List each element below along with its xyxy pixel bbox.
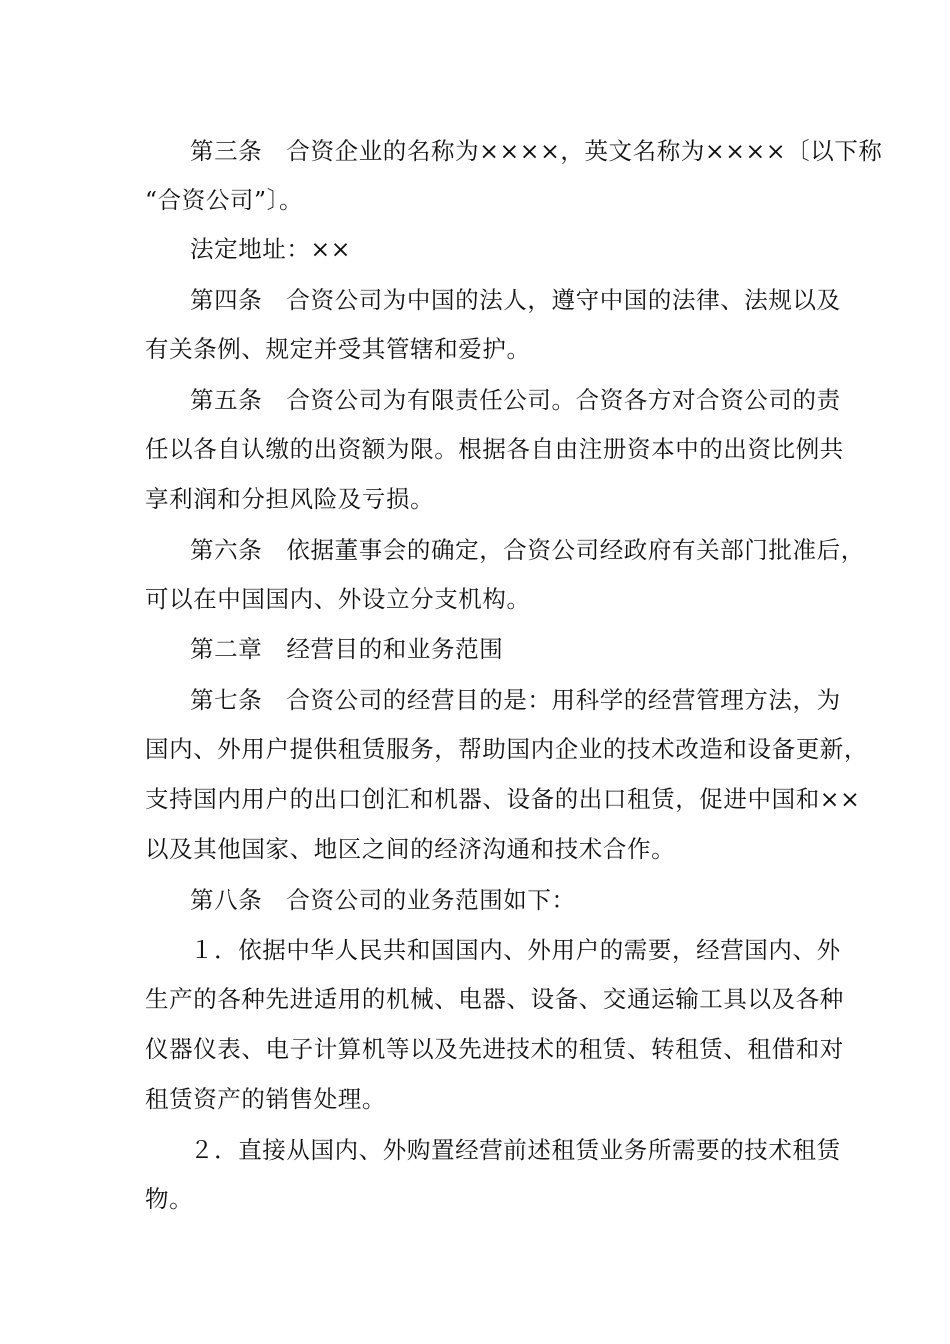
text-line: 生产的各种先进适用的机械、电器、设备、交通运输工具以及各种 bbox=[145, 985, 844, 1013]
text-line: ２．直接从国内、外购置经营前述租赁业务所需要的技术租赁 bbox=[190, 1136, 841, 1164]
text-line: 享利润和分担风险及亏损。 bbox=[145, 485, 435, 513]
text-line: 法定地址：×× bbox=[190, 235, 352, 263]
text-line: 第八条 合资公司的业务范围如下： bbox=[190, 886, 576, 914]
text-line: 第三条 合资企业的名称为××××，英文名称为××××〔以下称 bbox=[190, 137, 883, 165]
text-line: 第五条 合资公司为有限责任公司。合资各方对合资公司的责 bbox=[190, 386, 841, 414]
text-line: 仪器仪表、电子计算机等以及先进技术的租赁、转租赁、租借和对 bbox=[145, 1035, 844, 1063]
text-line: 第六条 依据董事会的确定，合资公司经政府有关部门批准后， bbox=[190, 536, 865, 564]
text-line: 物。 bbox=[145, 1185, 194, 1213]
text-line: 有关条例、规定并受其管辖和爱护。 bbox=[145, 335, 531, 363]
text-line: 以及其他国家、地区之间的经济沟通和技术合作。 bbox=[145, 835, 676, 863]
text-line: １．依据中华人民共和国国内、外用户的需要，经营国内、外 bbox=[190, 936, 841, 964]
text-line: 支持国内用户的出口创汇和机器、设备的出口租赁，促进中国和×× bbox=[145, 785, 861, 813]
text-line: 任以各自认缴的出资额为限。根据各自由注册资本中的出资比例共 bbox=[145, 435, 844, 463]
text-line: 第四条 合资公司为中国的法人，遵守中国的法律、法规以及 bbox=[190, 286, 841, 314]
text-line: 第二章 经营目的和业务范围 bbox=[190, 635, 504, 663]
text-line: 国内、外用户提供租赁服务，帮助国内企业的技术改造和设备更新， bbox=[145, 735, 868, 763]
text-line: 租赁资产的销售处理。 bbox=[145, 1085, 386, 1113]
text-line: 第七条 合资公司的经营目的是：用科学的经营管理方法，为 bbox=[190, 686, 841, 714]
text-line: 可以在中国国内、外设立分支机构。 bbox=[145, 585, 531, 613]
text-line: “合资公司”〕。 bbox=[145, 186, 304, 214]
